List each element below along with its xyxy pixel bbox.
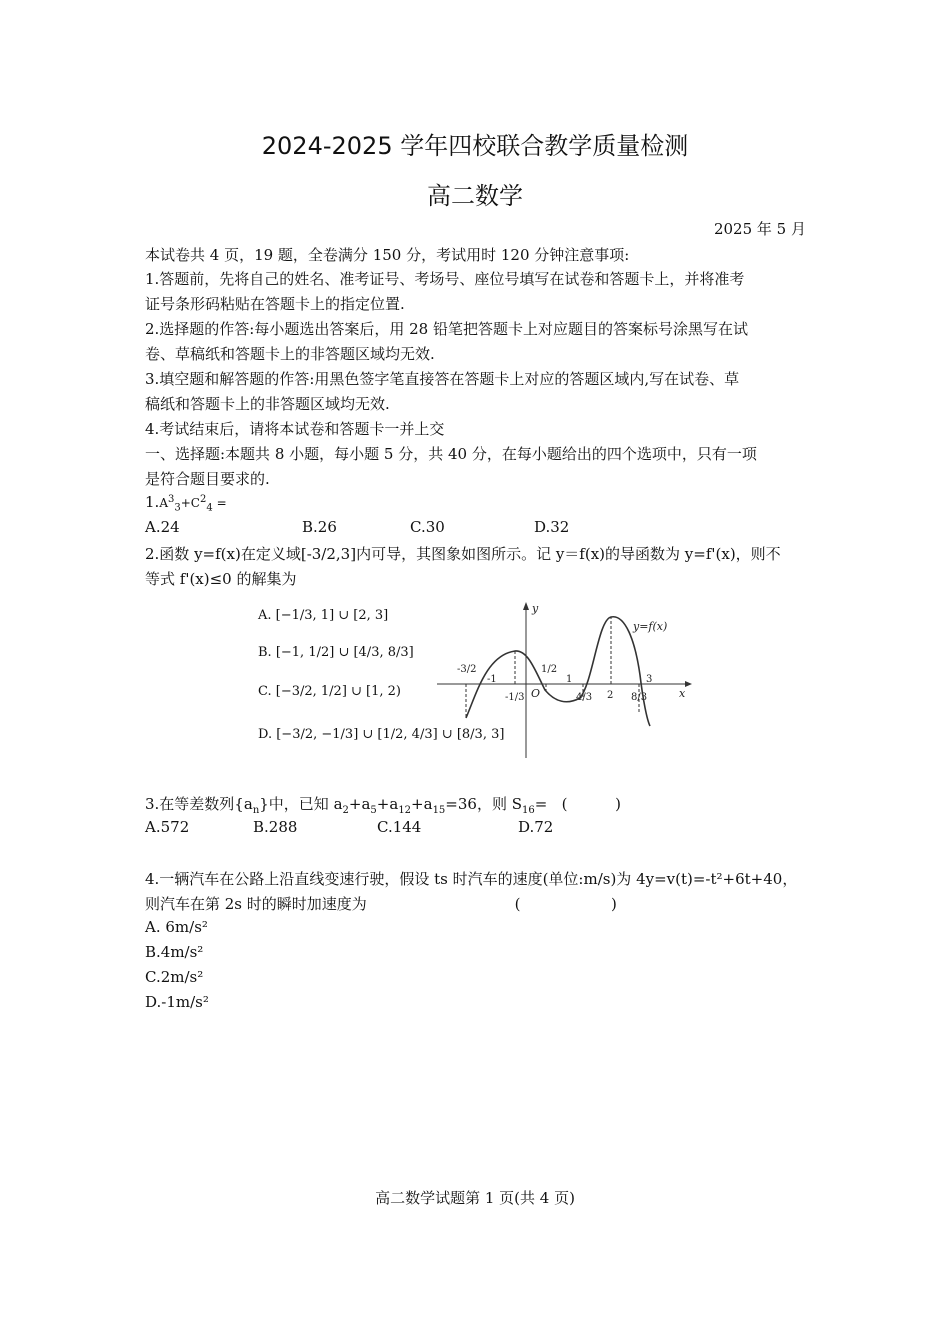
section1-heading-b: 是符合题目要求的. [145, 470, 270, 488]
q1-option-c[interactable]: C.30 [410, 518, 445, 536]
q2-option-c[interactable]: C. [−3/2, 1/2] ∪ [1, 2) [258, 684, 401, 699]
page-footer: 高二数学试题第 1 页(共 4 页) [375, 1189, 575, 1207]
instruction-3a: 3.填空题和解答题的作答:用黑色签字笔直接答在答题卡上对应的答题区域内,写在试卷、草 [145, 370, 740, 388]
q3-plus-1: +a [348, 795, 371, 813]
q1-option-a[interactable]: A.24 [145, 518, 180, 536]
instruction-2b: 卷、草稿纸和答题卡上的非答题区域均无效. [145, 345, 435, 363]
tick-neg-one: -1 [487, 674, 497, 685]
q4-option-c[interactable]: C.2m/s² [145, 968, 204, 986]
question-4-stem-a: 4.一辆汽车在公路上沿直线变速行驶，假设 ts 时汽车的速度(单位:m/s)为 4y=v(t)=-t²+6t+40， [145, 870, 798, 888]
instruction-2a: 2.选择题的作答:每小题选出答案后，用 28 铅笔把答题卡上对应题目的答案标号涂黑写在试 [145, 320, 748, 338]
instruction-4: 4.考试结束后，请将本试卷和答题卡一并上交 [145, 420, 445, 438]
curve-label: y=f(x) [633, 620, 668, 633]
q1-a-sup: 3 [167, 494, 175, 505]
q3-sub-12: 12 [398, 805, 412, 816]
q3-option-c[interactable]: C.144 [377, 818, 422, 836]
q3-sub-n: n [252, 805, 260, 816]
q4-option-b[interactable]: B.4m/s² [145, 943, 204, 961]
q4-option-d[interactable]: D.-1m/s² [145, 993, 209, 1011]
q1-number: 1. [145, 493, 160, 511]
q1-c-sup: 2 [199, 494, 207, 505]
q3-option-b[interactable]: B.288 [253, 818, 298, 836]
tick-neg-three-halves: -3/2 [457, 664, 477, 675]
q4-option-a[interactable]: A. 6m/s² [145, 918, 208, 936]
q1-c-sub: 4 [206, 502, 213, 514]
q3-sub-2: 2 [342, 805, 349, 816]
q3-option-d[interactable]: D.72 [518, 818, 554, 836]
q3-plus-3: +a [411, 795, 433, 813]
q1-option-d[interactable]: D.32 [534, 518, 570, 536]
y-axis-label: y [532, 602, 539, 615]
question-1-stem [145, 493, 227, 513]
q1-a-sub: 3 [174, 502, 181, 514]
q3-sub-5: 5 [370, 805, 377, 816]
q3-sub-16: 16 [522, 805, 535, 816]
q2-function-graph [435, 600, 695, 765]
q2-option-b[interactable]: B. [−1, 1/2] ∪ [4/3, 8/3] [258, 645, 414, 660]
q1-expression [159, 494, 227, 514]
x-axis-label: x [679, 687, 686, 700]
question-2-stem-a: 2.函数 y=f(x)在定义域[-3/2,3]内可导，其图象如图所示。记 y＝f(x)的导函数为 y=f'(x)，则不 [145, 545, 781, 563]
tick-two: 2 [607, 690, 614, 701]
question-4-stem-b: 则汽车在第 2s 时的瞬时加速度为 ( ) [145, 895, 617, 913]
instruction-1a: 1.答题前，先将自己的姓名、准考证号、考场号、座位号填写在试卷和答题卡上，并将准考 [145, 270, 745, 288]
x-axis-arrow-icon [685, 681, 692, 687]
q3-plus-2: +a [376, 795, 399, 813]
q2-option-d[interactable]: D. [−3/2, −1/3] ∪ [1/2, 4/3] ∪ [8/3, 3] [258, 727, 505, 742]
q3-option-a[interactable]: A.572 [145, 818, 190, 836]
y-axis-arrow-icon [523, 602, 529, 610]
q3-part-3: =36，则 S [445, 795, 522, 813]
instruction-1b: 证号条形码粘贴在答题卡上的指定位置. [145, 295, 405, 313]
q3-answer-blank: = ( ) [534, 795, 621, 813]
exam-subtitle: 高二数学 [427, 182, 523, 210]
section1-heading-a: 一、选择题:本题共 8 小题，每小题 5 分，共 40 分，在每小题给出的四个选项中，只有一项 [145, 445, 757, 463]
tick-eight-thirds: 8/3 [631, 692, 648, 703]
question-3-stem [145, 793, 621, 816]
question-2-stem-b: 等式 f'(x)≤0 的解集为 [145, 570, 297, 588]
origin-label: O [531, 687, 541, 700]
tick-one: 1 [566, 674, 573, 685]
q2-option-a[interactable]: A. [−1/3, 1] ∪ [2, 3] [258, 608, 389, 623]
tick-one-half: 1/2 [541, 664, 558, 675]
q1-option-b[interactable]: B.26 [302, 518, 337, 536]
q3-sub-15: 15 [432, 805, 446, 816]
tick-four-thirds: 4/3 [576, 692, 593, 703]
tick-three: 3 [646, 674, 653, 685]
tick-neg-one-third: -1/3 [505, 692, 525, 703]
instructions-intro: 本试卷共 4 页，19 题，全卷满分 150 分，考试用时 120 分钟注意事项: [145, 246, 630, 264]
q3-part-2: }中，已知 a [259, 795, 343, 813]
q1-a-symbol: A [159, 496, 168, 510]
exam-date: 2025 年 5 月 [713, 220, 806, 238]
q1-equals: = [216, 496, 227, 510]
instruction-3b: 稿纸和答题卡上的非答题区域均无效. [145, 395, 390, 413]
q3-part-1: 3.在等差数列{a [145, 795, 253, 813]
exam-title: 2024-2025 学年四校联合教学质量检测 [261, 132, 689, 160]
q1-plus-c: +C [180, 496, 200, 510]
